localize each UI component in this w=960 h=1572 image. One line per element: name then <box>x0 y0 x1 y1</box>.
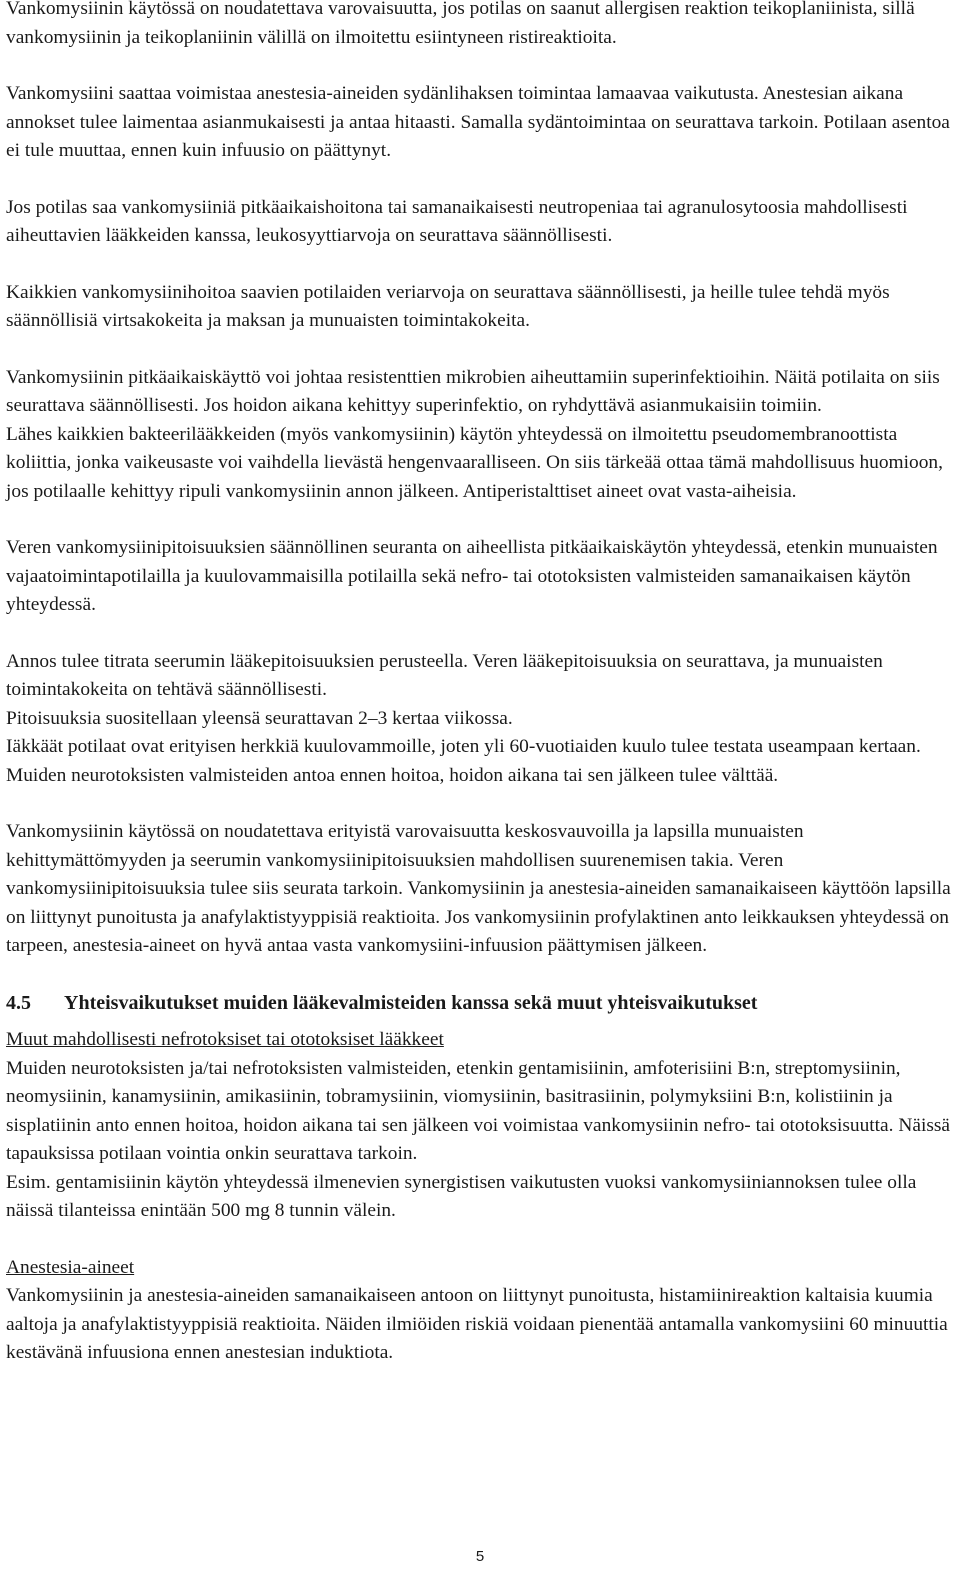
paragraph-measurement-frequency: Pitoisuuksia suositellaan yleensä seurattavan 2–3 kertaa viikossa. <box>6 707 513 729</box>
subsection-body-anesthetics: Vankomysiinin ja anestesia-aineiden samanaikaiseen antoon on liittynyt punoitusta, histamiinireaktion kaltaisia kuumia aaltoja ja anafylaktistyyppisiä reaktioita. Näiden ilmiöiden riskiä voidaan pienentää antamalla vankomysiini 60 minuuttia kestävänä infuusiona ennen anestesian induktiota. <box>6 1285 948 1363</box>
subsection-body-gentamicin: Esim. gentamisiinin käytön yhteydessä ilmenevien synergistisen vaikutusten vuoksi vankomysiiniannoksen tulee olla näissä tilanteissa enintään 500 mg 8 tunnin välein. <box>6 1171 917 1221</box>
paragraph-leukocyte-monitoring: Jos potilas saa vankomysiiniä pitkäaikaishoitona tai samanaikaisesti neutropeniaa tai agranulosytoosia mahdollisesti aiheuttavien lääkkeiden kanssa, leukosyyttiarvoja on seurattava säännöllisesti. <box>6 196 908 246</box>
subsection-heading-anesthetics: Anestesia-aineet <box>6 1256 135 1278</box>
paragraph-blood-values: Kaikkien vankomysiinihoitoa saavien potilaiden veriarvoja on seurattava säännöllisesti, ja heille tulee tehdä myös säännöllisiä virtsakokeita ja maksan ja munuaisten toimintakokeita. <box>6 281 890 331</box>
paragraph-elderly-patients: Iäkkäät potilaat ovat erityisen herkkiä kuulovammoille, joten yli 60-vuotiaiden kuulo tulee testata useampaan kertaan. Muiden neurotoksisten valmisteiden antoa ennen hoitoa, hoidon aikana tai sen jälkeen tulee välttää. <box>6 736 921 786</box>
section-heading <box>6 989 956 1018</box>
document-page <box>6 0 956 1368</box>
paragraph-colitis: Lähes kaikkien bakteerilääkkeiden (myös vankomysiinin) käytön yhteydessä on ilmoitettu pseudomembranoottista koliittia, jonka vaikeusaste voi vaihdella lievästä hengenvaaralliseen. On siis tärkeää ottaa tämä mahdollisuus huomioon, jos potilaalle kehittyy ripuli vankomysiinin annon jälkeen. Antiperistalttiset aineet ovat vasta-aiheisia. <box>6 423 943 502</box>
paragraph-pediatric-use: Vankomysiinin käytössä on noudatettava erityistä varovaisuutta keskosvauvoilla ja lapsilla munuaisten kehittymättömyyden ja seerumin vankomysiinipitoisuuksien mahdollisen suurenemisen takia. Veren vankomysiinipitoisuuksia tulee siis seurata tarkoin. Vankomysiinin ja anestesia-aineiden samanaikaiseen käyttöön lapsilla on liittynyt punoitusta ja anafylaktistyyppisiä reaktioita. Jos vankomysiinin profylaktinen anto leikkauksen yhteydessä on tarpeen, anestesia-aineet on hyvä antaa vasta vankomysiini-infuusion päättymisen jälkeen. <box>6 821 951 956</box>
paragraph-anesthesia-effect: Vankomysiini saattaa voimistaa anestesia-aineiden sydänlihaksen toimintaa lamaavaa vaikutusta. Anestesian aikana annokset tulee laimentaa asianmukaisesti ja antaa hitaasti. Samalla sydäntoimintaa on seurattava tarkoin. Potilaan asentoa ei tule muuttaa, ennen kuin infuusio on päättynyt. <box>6 83 950 161</box>
paragraph-serum-monitoring: Veren vankomysiinipitoisuuksien säännöllinen seuranta on aiheellista pitkäaikaiskäytön yhteydessä, etenkin munuaisten vajaatoimintapotilailla ja kuulovammaisilla potilailla sekä nefro- tai ototoksisten valmisteiden samanaikaisen käytön yhteydessä. <box>6 537 938 615</box>
subsection-body-nephrotoxic: Muiden neurotoksisten ja/tai nefrotoksisten valmisteiden, etenkin gentamisiinin, amfoterisiini B:n, streptomysiinin, neomysiinin, kanamysiinin, amikasiinin, tobramysiinin, viomysiinin, basitrasiinin, polymyksiini B:n, kolistiinin ja sisplatiinin anto ennen hoitoa, hoidon aikana tai sen jälkeen voi voimistaa vankomysiinin nefro- tai ototoksisuutta. Näissä tapauksissa potilaan vointia onkin seurattava tarkoin. <box>6 1057 951 1164</box>
subsection-heading-nephrotoxic: Muut mahdollisesti nefrotoksiset tai ototoksiset lääkkeet <box>6 1029 444 1050</box>
paragraph-teicoplanin-allergy: Vankomysiinin käytössä on noudatettava varovaisuutta, jos potilas on saanut allergisen reaktion teikoplaniinista, sillä vankomysiinin ja teikoplaniinin välillä on ilmoitettu esiintyneen ristireaktioita. <box>6 0 915 48</box>
section-title: Yhteisvaikutukset muiden lääkevalmisteiden kanssa sekä muut yhteisvaikutukset <box>64 991 758 1014</box>
section-number: 4.5 <box>6 991 31 1014</box>
paragraph-superinfection: Vankomysiinin pitkäaikaiskäyttö voi johtaa resistenttien mikrobien aiheuttamiin superinfektioihin. Näitä potilaita on siis seurattava säännöllisesti. Jos hoidon aikana kehittyy superinfektio, on ryhdyttävä asianmukaisiin toimiin. <box>6 366 940 416</box>
page-number: 5 <box>475 1548 485 1565</box>
paragraph-dose-titration: Annos tulee titrata seerumin lääkepitoisuuksien perusteella. Veren lääkepitoisuuksia on seurattava, ja munuaisten toimintakokeita on tehtävä säännöllisesti. <box>6 650 883 700</box>
